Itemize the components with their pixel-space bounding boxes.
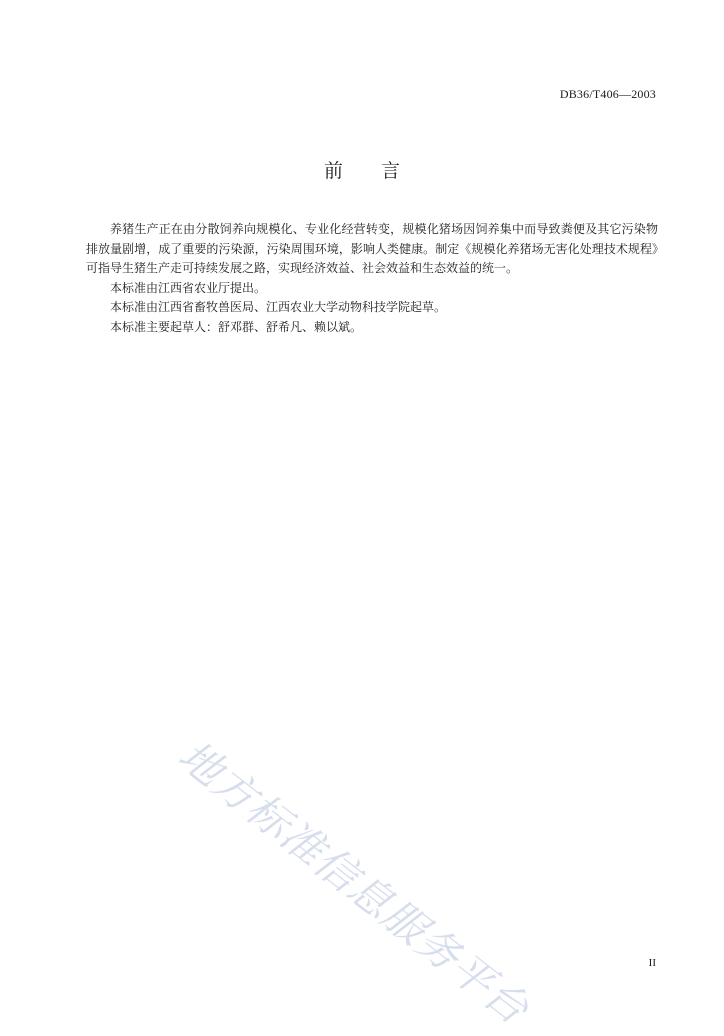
watermark: 地方标准信息服务平台 [169,730,539,1035]
paragraph-drafters: 本标准主要起草人：舒邓群、舒希凡、赖以斌。 [110,319,363,334]
paragraph-proposer: 本标准由江西省农业厅提出。 [110,280,267,295]
page-title: 前言 [323,160,438,182]
paragraph-drafting-units: 本标准由江西省畜牧兽医局、江西农业大学动物科技学院起草。 [110,300,447,314]
foreword-body [86,220,658,337]
document-code: DB36/T406—2003 [559,87,656,101]
paragraph-intro: 养猪生产正在由分散饲养向规模化、专业化经营转变，规模化猪场因饲养集中而导致粪便及其它污染物排放量剧增，成了重要的污染源，污染周围环境，影响人类健康。制定《规模化养猪场无害化处理技术规程》可指导生猪生产走可持续发展之路，实现经济效益、社会效益和生态效益的统一。 [86,222,658,275]
page-number: II [648,957,656,969]
